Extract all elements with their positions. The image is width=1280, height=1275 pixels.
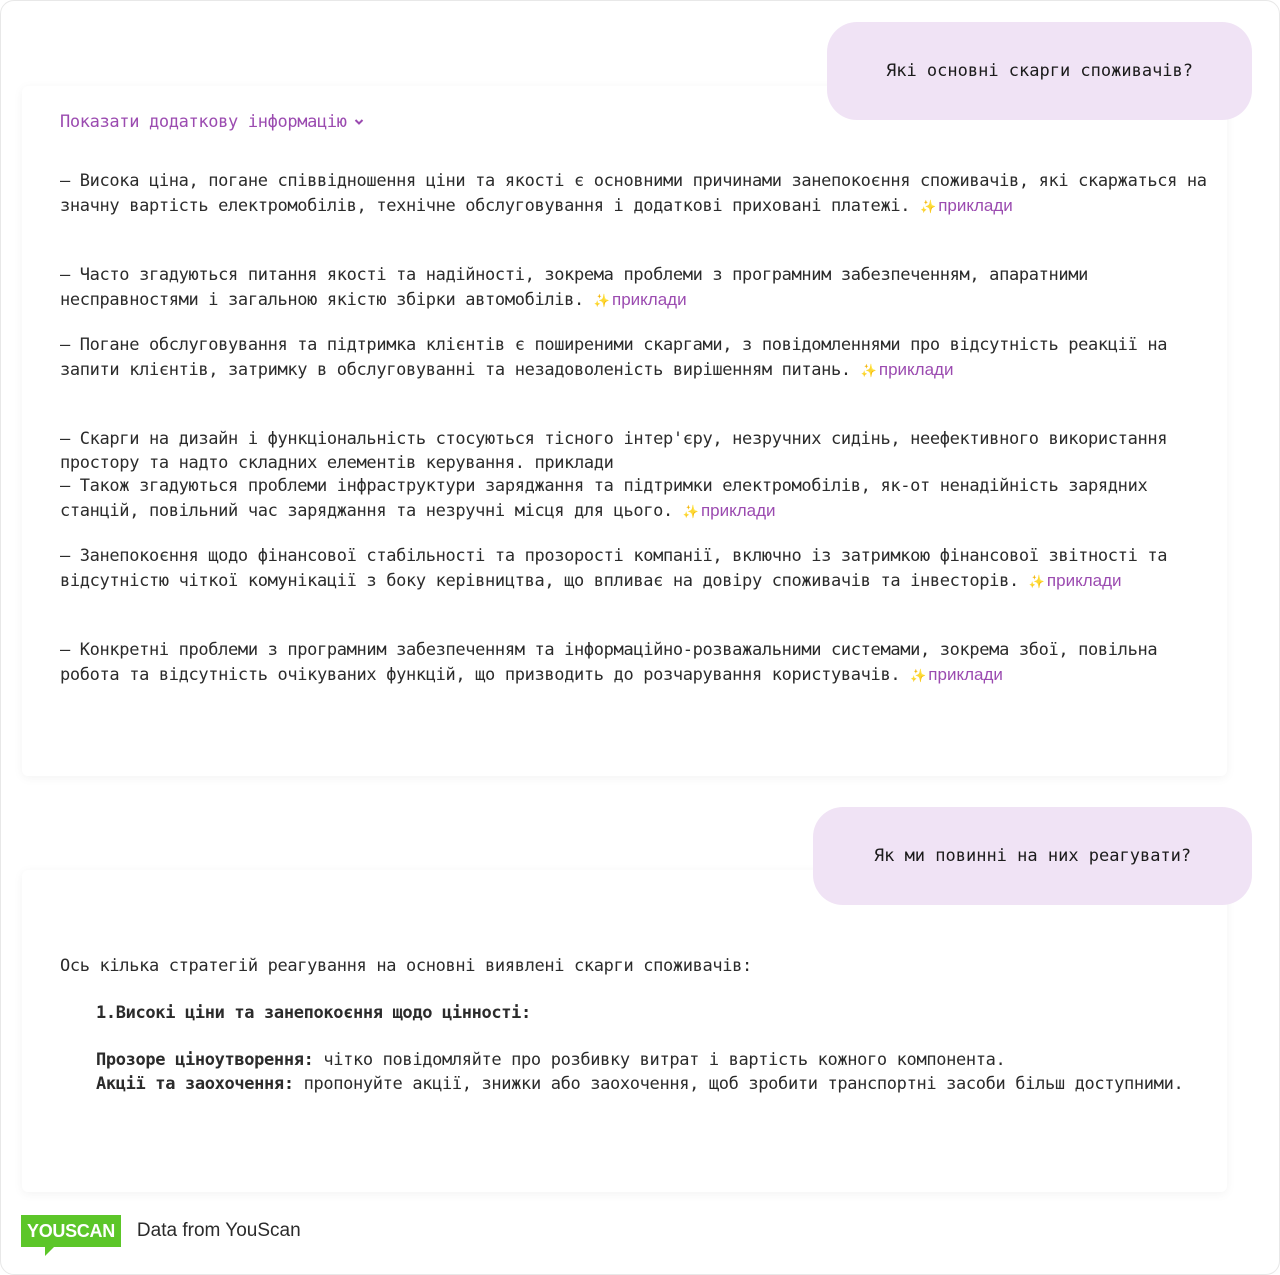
strategy-text: пропонуйте акції, знижки або заохочення, щоб зробити транспортні засоби більш доступними. — [293, 1073, 1184, 1094]
sparkle-icon: ✨ — [1028, 573, 1045, 589]
answer-item-text: – Висока ціна, погане співвідношення ціни та якості є основними причинами занепокоєння споживачів, які скаржаться на значну вартість електромобілів, технічне обслуговування і додаткові приховані платежі. — [60, 171, 1207, 216]
answer-item-text: – Занепокоєння щодо фінансової стабільності та прозорості компанії, включно із затримкою фінансової звітності та відсутністю чіткої комунікації з боку керівництва, що впливає на довіру споживачів та інвесторів. — [60, 546, 1168, 591]
sparkle-icon: ✨ — [860, 362, 877, 378]
answer-intro: Ось кілька стратегій реагування на основні виявлені скарги споживачів: — [60, 956, 752, 976]
examples-link[interactable]: ✨ приклади — [593, 289, 687, 309]
strategy-item — [96, 1073, 1206, 1097]
answer-item — [60, 639, 1210, 687]
strategy-label: Прозоре ціноутворення: — [96, 1050, 314, 1070]
strategy-label: Акції та заохочення: — [96, 1073, 294, 1094]
strategy-text: чітко повідомляйте про розбивку витрат і вартість кожного компонента. — [313, 1050, 1006, 1070]
sparkle-icon: ✨ — [682, 503, 699, 519]
answer-item — [60, 545, 1210, 593]
answer-item-text: – Конкретні проблеми з програмним забезпеченням та інформаційно-розважальними системами, зокрема збої, повільна робота та відсутність очікуваних функцій, що призводить до розчарування користувачів. — [60, 640, 1158, 685]
sparkle-icon: ✨ — [593, 292, 610, 308]
sparkle-icon: ✨ — [910, 667, 927, 683]
user-message-text: Які основні скарги споживачів? — [885, 61, 1194, 81]
examples-link[interactable]: ✨ приклади — [682, 500, 776, 520]
user-message-1 — [827, 22, 1252, 120]
footer — [21, 1215, 301, 1247]
examples-link[interactable]: ✨ приклади — [920, 195, 1013, 215]
sparkle-icon: ✨ — [920, 198, 937, 214]
examples-link[interactable]: ✨ приклади — [1028, 570, 1122, 590]
answer-item-text: – Скарги на дизайн і функціональність стосуються тісного інтер'єру, незручних сидінь, неефективного використання простору та надто складних елементів керування. приклади — [60, 429, 1168, 473]
answer-item-text: – Часто згадуються питання якості та надійності, зокрема проблеми з програмним забезпеченням, апаратними несправностями і загальною якістю збірки автомобілів. — [60, 265, 1089, 310]
answer-item — [60, 170, 1210, 218]
assistant-answer-2 — [22, 870, 1227, 1192]
examples-link[interactable]: ✨ приклади — [860, 359, 954, 379]
footer-text: Data from YouScan — [136, 1220, 301, 1241]
strategy-heading: 1.Високі ціни та занепокоєння щодо цінності: — [96, 1003, 531, 1023]
answer-item-text: – Також згадуються проблеми інфраструктури заряджання та підтримки електромобілів, як-от ненадійність зарядних станцій, повільний час заряджання та незручні місця для цього. — [60, 476, 1148, 521]
examples-link[interactable]: ✨ приклади — [910, 664, 1003, 684]
answer-item-text: – Погане обслуговування та підтримка клієнтів є поширеними скаргами, з повідомленнями про відсутність реакції на запити клієнтів, затримку в обслуговуванні та незадоволеність вирішенням питань. — [60, 335, 1168, 380]
strategy-list — [96, 1049, 1206, 1096]
answer-item — [60, 428, 1210, 475]
answer-item — [60, 334, 1210, 382]
youscan-logo: YOUSCAN — [21, 1215, 121, 1247]
strategy-item — [96, 1049, 1206, 1073]
chevron-down-icon — [353, 116, 365, 128]
answer-item — [60, 475, 1210, 523]
answer-item — [60, 264, 1210, 312]
toggle-label: Показати додаткову інформацію — [60, 112, 347, 132]
show-more-info-toggle[interactable] — [60, 112, 365, 132]
user-message-text: Як ми повинні на них реагувати? — [873, 846, 1192, 866]
user-message-2 — [813, 807, 1252, 905]
